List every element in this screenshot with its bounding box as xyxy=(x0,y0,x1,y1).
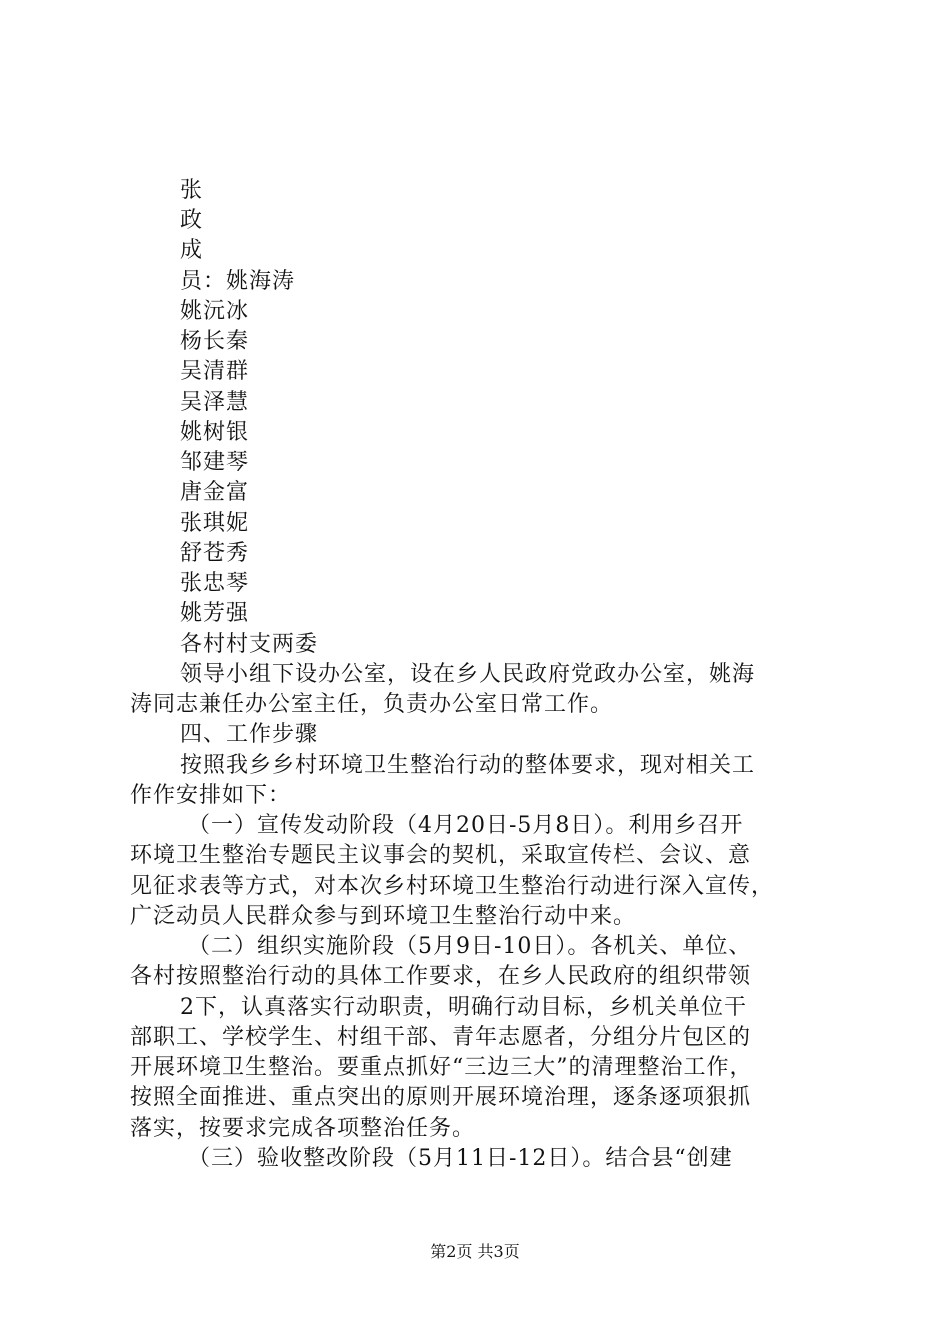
member-line: 杨长秦 xyxy=(180,329,250,354)
body-text-line: 广泛动员人民群众参与到环境卫生整治行动中来。 xyxy=(130,904,637,929)
member-line: 张忠琴 xyxy=(180,571,250,596)
member-line: 姚沅冰 xyxy=(180,299,250,324)
body-text-line: 作作安排如下： xyxy=(130,783,292,808)
member-line: 唐金富 xyxy=(180,480,250,505)
body-text-line: 环境卫生整治专题民主议事会的契机，采取宣传栏、会议、意 xyxy=(130,843,752,868)
member-line: 邹建琴 xyxy=(180,450,250,475)
member-line: 员：姚海涛 xyxy=(180,269,296,294)
member-line: 政 xyxy=(180,208,204,233)
member-line: 吴清群 xyxy=(180,359,250,384)
body-text-line: （三）验收整改阶段（5月11日-12日）。结合县“创建 xyxy=(188,1146,733,1171)
body-text-line: 开展环境卫生整治。要重点抓好“三边三大”的清理整治工作， xyxy=(130,1055,753,1080)
member-line: 各村村支两委 xyxy=(180,632,319,657)
body-text-line: 按照全面推进、重点突出的原则开展环境治理，逐条逐项狠抓 xyxy=(130,1085,752,1110)
body-text-line: 落实，按要求完成各项整治任务。 xyxy=(130,1116,476,1141)
body-text-line: （二）组织实施阶段（5月9日-10日）。各机关、单位、 xyxy=(188,934,752,959)
body-text-line: 各村按照整治行动的具体工作要求，在乡人民政府的组织带领 xyxy=(130,964,752,989)
member-line: 姚芳强 xyxy=(180,601,250,626)
member-line: 成 xyxy=(180,238,204,263)
page-footer: 第2页 共3页 xyxy=(430,1242,520,1261)
body-text-line: 见征求表等方式，对本次乡村环境卫生整治行动进行深入宣传， xyxy=(130,874,775,899)
body-text-line: 部职工、学校学生、村组干部、青年志愿者，分组分片包区的 xyxy=(130,1025,752,1050)
member-line: 张琪妮 xyxy=(180,511,250,536)
member-line: 舒苍秀 xyxy=(180,541,250,566)
body-text-line: 2下，认真落实行动职责，明确行动目标，乡机关单位干 xyxy=(180,995,747,1020)
section-heading: 四、工作步骤 xyxy=(180,722,319,747)
body-text-line: 按照我乡乡村环境卫生整治行动的整体要求，现对相关工 xyxy=(180,753,756,778)
body-text-line: 领导小组下设办公室，设在乡人民政府党政办公室，姚海 xyxy=(180,662,756,687)
member-line: 姚树银 xyxy=(180,420,250,445)
body-text-line: 涛同志兼任办公室主任，负责办公室日常工作。 xyxy=(130,692,614,717)
body-text-line: （一）宣传发动阶段（4月20日-5月8日）。利用乡召开 xyxy=(188,813,744,838)
member-line: 吴泽慧 xyxy=(180,390,250,415)
member-line: 张 xyxy=(180,178,204,203)
